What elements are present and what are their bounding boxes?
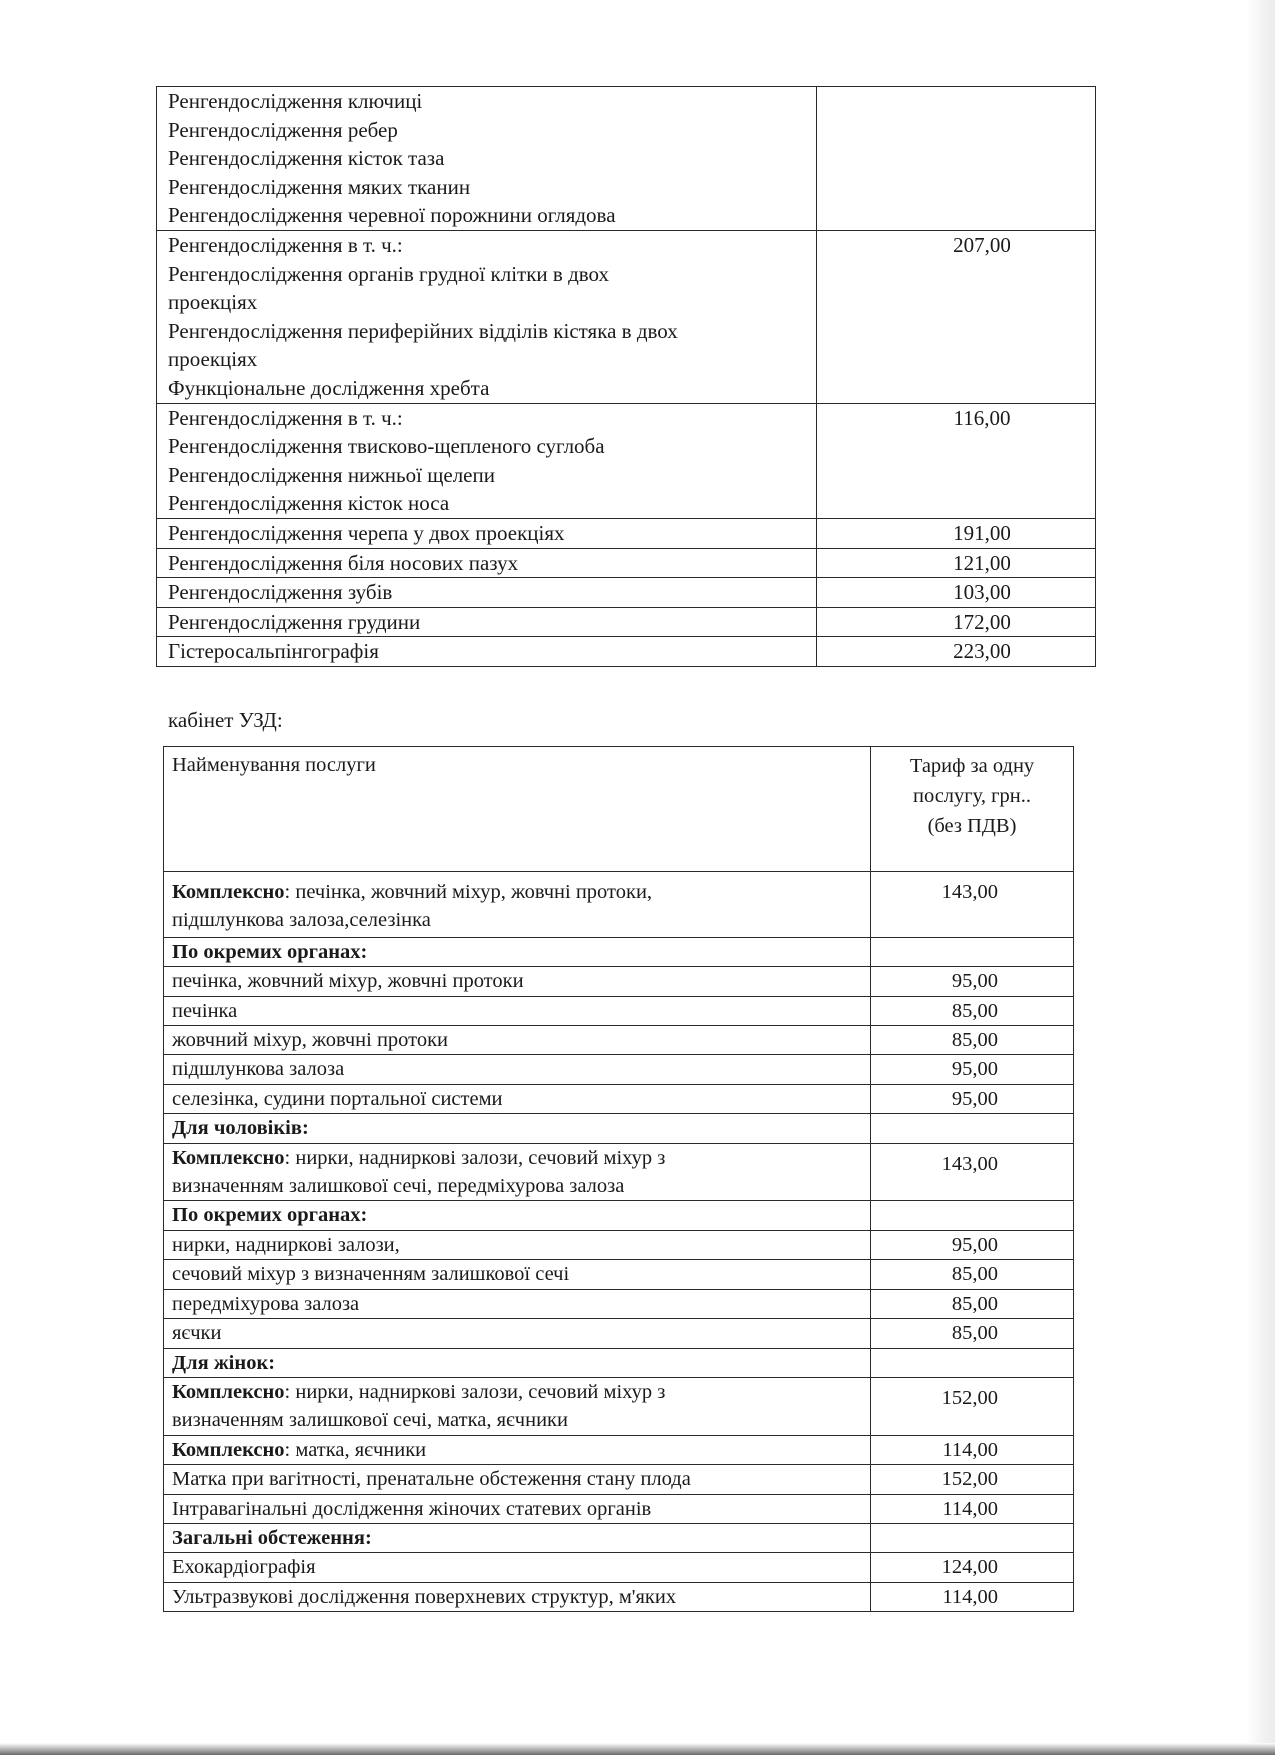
table-row	[164, 1143, 1074, 1201]
price-cell: 85,00	[871, 996, 1074, 1025]
service-name-cell	[157, 87, 817, 231]
service-text: : матка, яєчники	[284, 1438, 427, 1461]
table-row	[164, 967, 1074, 996]
price-cell: 223,00	[817, 637, 1096, 667]
table-row	[164, 1230, 1074, 1259]
service-name-cell: сечовий міхур з визначенням залишкової сечі	[164, 1260, 871, 1289]
service-line: Ренгендослідження кісток носа	[168, 491, 450, 516]
service-name-cell: передміхурова залоза	[164, 1289, 871, 1318]
complex-label: Комплексно	[172, 1146, 285, 1169]
ultrasound-price-table	[163, 746, 1074, 1612]
table-row	[157, 548, 1096, 578]
empty-price-cell	[871, 1348, 1074, 1377]
table-row	[164, 872, 1074, 938]
service-name-cell	[157, 230, 817, 403]
table-row	[157, 578, 1096, 608]
service-name-cell: Інтравагінальні дослідження жіночих статевих органів	[164, 1494, 871, 1523]
price-cell: 172,00	[817, 607, 1096, 637]
price-cell: 124,00	[871, 1553, 1074, 1582]
group-heading-row	[164, 1348, 1074, 1377]
table-row	[157, 87, 1096, 231]
table-row	[164, 1494, 1074, 1523]
service-line: Ренгендослідження твисково-щепленого суглоба	[168, 434, 605, 459]
price-cell: 85,00	[871, 1260, 1074, 1289]
empty-price-cell	[871, 937, 1074, 966]
table-row	[164, 1553, 1074, 1582]
service-name-cell	[164, 1377, 871, 1435]
price-cell: 116,00	[817, 403, 1096, 518]
table-row	[164, 1260, 1074, 1289]
group-heading: Загальні обстеження:	[164, 1523, 871, 1552]
price-cell: 143,00	[871, 1143, 1074, 1201]
price-cell: 191,00	[817, 518, 1096, 548]
service-line: проекціях	[168, 347, 258, 372]
header-price-line: (без ПДВ)	[927, 815, 1017, 837]
service-name-cell: Матка при вагітності, пренатальне обстеження стану плода	[164, 1465, 871, 1494]
service-name-cell: Ренгендослідження черепа у двох проекціях	[157, 518, 817, 548]
group-heading: Для жінок:	[164, 1348, 871, 1377]
service-name-cell	[164, 872, 871, 938]
table-row	[164, 1377, 1074, 1435]
price-cell: 95,00	[871, 967, 1074, 996]
service-line	[172, 881, 652, 903]
service-name-cell: яєчки	[164, 1319, 871, 1348]
service-name-cell: печінка	[164, 996, 871, 1025]
service-name-cell	[157, 403, 817, 518]
group-heading-row	[164, 937, 1074, 966]
empty-price-cell	[871, 1201, 1074, 1230]
service-name-cell: печінка, жовчний міхур, жовчні протоки	[164, 967, 871, 996]
service-line: Ренгендослідження ключиці	[168, 89, 423, 113]
header-price-line: послугу, грн..	[912, 785, 1032, 807]
service-line: Ренгендослідження органів грудної клітки в двох	[168, 261, 609, 286]
price-cell: 152,00	[871, 1377, 1074, 1435]
service-text: : печінка, жовчний міхур, жовчні протоки,	[284, 881, 653, 903]
price-cell: 121,00	[817, 548, 1096, 578]
service-name-cell	[164, 1435, 871, 1464]
service-line: визначенням залишкової сечі, матка, яєчники	[172, 1409, 568, 1432]
service-name-cell: підшлункова залоза	[164, 1055, 871, 1084]
header-price-line: Тариф за одну	[909, 755, 1035, 777]
service-line: Ренгендослідження кісток таза	[168, 146, 445, 171]
price-cell: 85,00	[871, 1289, 1074, 1318]
empty-price-cell	[871, 1114, 1074, 1143]
price-cell: 143,00	[871, 872, 1074, 938]
table-row	[164, 1289, 1074, 1318]
price-cell: 85,00	[871, 1026, 1074, 1055]
service-line: визначенням залишкової сечі, передміхурова залоза	[172, 1175, 625, 1198]
service-line: Ренгендослідження черевної порожнини оглядова	[168, 203, 616, 228]
price-cell: 207,00	[817, 230, 1096, 403]
empty-price-cell	[871, 1523, 1074, 1552]
group-heading: По окремих органах:	[164, 1201, 871, 1230]
price-cell: 114,00	[871, 1435, 1074, 1464]
service-line: підшлункова залоза,селезінка	[172, 909, 431, 932]
service-name-cell: Ренгендослідження зубів	[157, 578, 817, 608]
service-name-cell: жовчний міхур, жовчні протоки	[164, 1026, 871, 1055]
service-name-cell: нирки, наднирковi залози,	[164, 1230, 871, 1259]
page-edge-shadow-bottom	[0, 1743, 1275, 1755]
service-line: Ренгендослідження ребер	[168, 117, 398, 142]
service-name-cell: Ренгендослідження грудини	[157, 607, 817, 637]
xray-price-table	[156, 86, 1096, 667]
service-name-cell: Гістеросальпінгографія	[157, 637, 817, 667]
page-edge-shadow-right	[1247, 0, 1275, 1755]
complex-label: Комплексно	[172, 1438, 285, 1461]
service-line: проекціях	[168, 290, 258, 315]
header-price	[871, 747, 1074, 872]
table-row	[157, 230, 1096, 403]
service-line: Ренгендослідження нижньої щелепи	[168, 462, 495, 487]
price-cell: 152,00	[871, 1465, 1074, 1494]
table-row	[164, 1319, 1074, 1348]
service-line: Ренгендослідження мяких тканин	[168, 174, 471, 199]
service-line	[172, 1147, 665, 1169]
table-row	[164, 1026, 1074, 1055]
service-line: Функціональне дослідження хребта	[168, 375, 490, 400]
price-cell: 95,00	[871, 1055, 1074, 1084]
price-cell: 95,00	[871, 1084, 1074, 1113]
table-row	[157, 607, 1096, 637]
complex-label: Комплексно	[172, 1380, 285, 1403]
service-line: Ренгендослідження периферійних відділів кістяка в двох	[168, 318, 678, 343]
service-text: : нирки, наднирковi залози, сечовий міхур з	[284, 1146, 666, 1169]
group-heading-row	[164, 1201, 1074, 1230]
price-cell: 114,00	[871, 1582, 1074, 1611]
table-header-row	[164, 747, 1074, 872]
price-cell: 114,00	[871, 1494, 1074, 1523]
table-row	[157, 403, 1096, 518]
service-name-cell: Ультразвукові дослідження поверхневих структур, м'яких	[164, 1582, 871, 1611]
group-heading-row	[164, 1114, 1074, 1143]
header-service-name: Найменування послуги	[164, 747, 871, 872]
service-name-cell: Ренгендослідження біля носових пазух	[157, 548, 817, 578]
service-name-cell	[164, 1143, 871, 1201]
service-name-cell: селезінка, судини портальної системи	[164, 1084, 871, 1113]
group-heading: Для чоловіків:	[164, 1114, 871, 1143]
service-line: Ренгендослідження в т. ч.:	[168, 405, 403, 430]
price-cell: 95,00	[871, 1230, 1074, 1259]
price-cell: 85,00	[871, 1319, 1074, 1348]
table-row	[164, 1084, 1074, 1113]
group-heading: По окремих органах:	[164, 937, 871, 966]
complex-label: Комплексно	[172, 881, 285, 903]
table-row	[164, 1055, 1074, 1084]
table-row	[157, 637, 1096, 667]
service-line	[172, 1381, 665, 1403]
service-text: : нирки, наднирковi залози, сечовий міхур з	[284, 1380, 666, 1403]
price-cell: 103,00	[817, 578, 1096, 608]
table-row	[157, 518, 1096, 548]
table-row	[164, 1582, 1074, 1611]
table-row	[164, 1465, 1074, 1494]
service-line: Ренгендослідження в т. ч.:	[168, 232, 403, 257]
table-row	[164, 1435, 1074, 1464]
service-name-cell: Ехокардіографія	[164, 1553, 871, 1582]
table-row	[164, 996, 1074, 1025]
section-heading-uzd: кабінет УЗД:	[168, 708, 283, 732]
price-cell	[817, 87, 1096, 231]
group-heading-row	[164, 1523, 1074, 1552]
